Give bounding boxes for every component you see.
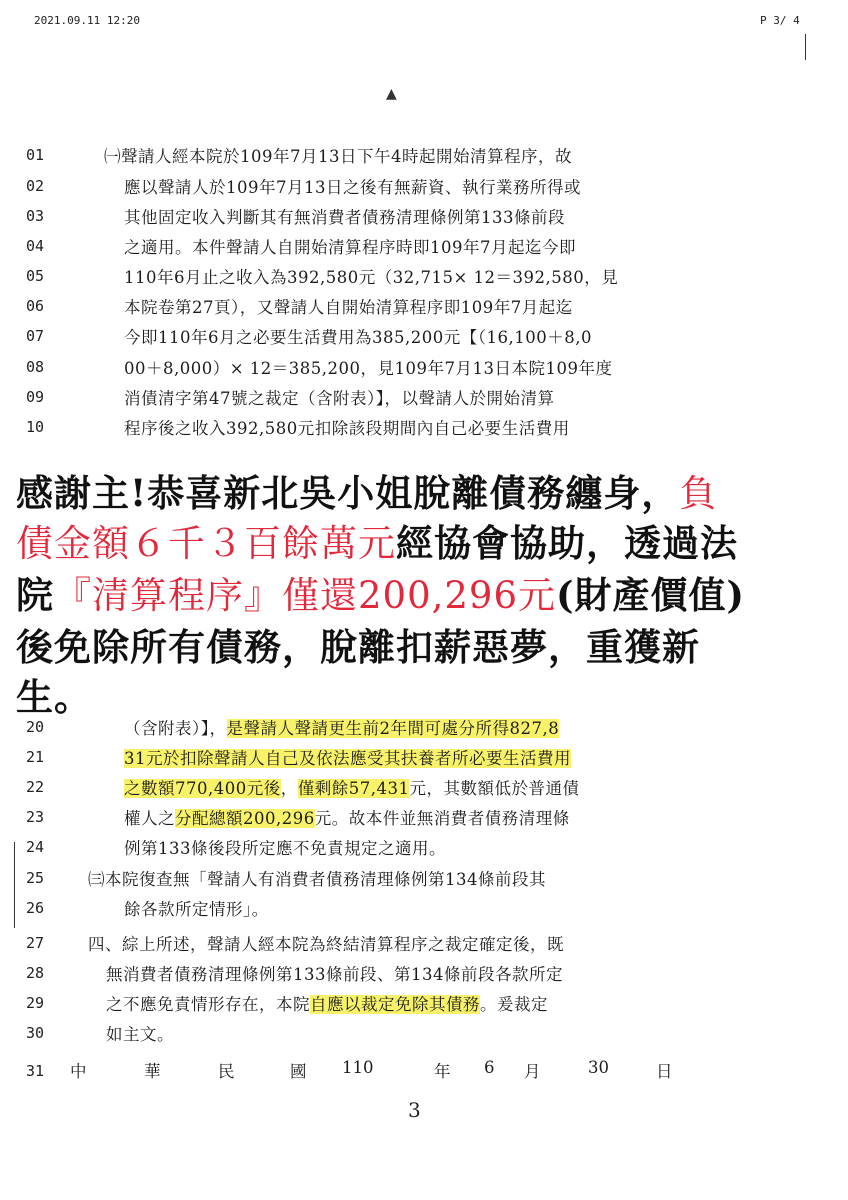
page-number: 3 [408, 1098, 421, 1122]
line-number: 29 [26, 994, 45, 1012]
date-char: 國 [290, 1062, 307, 1081]
line-text: 程序後之收入392,580元扣除該段期間內自己必要生活費用 [124, 419, 570, 438]
text-line [0, 231, 848, 261]
line-number: 03 [26, 207, 45, 225]
line-text: 00＋8,000）× 12＝385,200，見109年7月13日本院109年度 [124, 359, 613, 378]
highlighted-text: 分配總額200,296 [175, 809, 315, 828]
banner-line-5: 生。 [16, 675, 92, 719]
line-text: 權人之分配總額200,296元。故本件並無消費者債務清理條 [124, 809, 570, 828]
text-line [0, 742, 848, 772]
line-number: 28 [26, 964, 45, 982]
text-line [0, 382, 848, 412]
text-line [0, 412, 848, 442]
text-line [0, 893, 848, 923]
date-char: 年 [434, 1062, 451, 1081]
date-month: 6 [484, 1058, 495, 1077]
line-number: 30 [26, 1024, 45, 1042]
line-number: 26 [26, 899, 45, 917]
line-number: 02 [26, 177, 45, 195]
text-line [0, 863, 848, 893]
line-text: 之不應免責情形存在，本院自應以裁定免除其債務。爰裁定 [106, 995, 548, 1014]
text-line [0, 772, 848, 802]
line-number: 22 [26, 778, 45, 796]
text-line [0, 832, 848, 862]
line-text: （含附表）】，是聲請人聲請更生前2年間可處分所得827,8 [124, 719, 560, 738]
date-day: 30 [588, 1058, 609, 1077]
line-text: 四、綜上所述，聲請人經本院為終結清算程序之裁定確定後，既 [88, 935, 564, 954]
line-number: 01 [26, 146, 45, 164]
text-line [0, 261, 848, 291]
fax-timestamp: 2021.09.11 12:20 [34, 14, 140, 27]
line-number: 05 [26, 267, 45, 285]
line-text: 今即110年6月之必要生活費用為385,200元【（16,100＋8,0 [124, 328, 592, 347]
date-char: 日 [656, 1062, 673, 1081]
line-text [124, 745, 571, 769]
highlighted-text: 僅剩餘57,431 [297, 779, 410, 798]
banner-line-3: 院『清算程序』僅還200,296元(財產價值) [16, 573, 746, 617]
highlighted-text: 31元於扣除聲請人自己及依法應受其扶養者所必要生活費用 [124, 749, 571, 768]
line-number: 06 [26, 297, 45, 315]
text-line [0, 958, 848, 988]
scan-artifact [805, 34, 806, 60]
highlighted-text: 自應以裁定免除其債務 [310, 995, 480, 1014]
line-number: 10 [26, 418, 45, 436]
line-number: 24 [26, 838, 45, 856]
line-text: 之適用。本件聲請人自開始清算程序時即109年7月起迄今即 [124, 238, 576, 257]
scan-artifact [14, 842, 15, 928]
line-number: 27 [26, 934, 45, 952]
text-line [0, 712, 848, 742]
line-text: 如主文。 [106, 1025, 174, 1044]
highlighted-text: 是聲請人聲請更生前2年間可處分所得827,8 [226, 719, 560, 738]
line-text: 消債清字第47號之裁定（含附表）】，以聲請人於開始清算 [124, 389, 555, 408]
text-line [0, 928, 848, 958]
text-line [0, 201, 848, 231]
line-text: 110年6月止之收入為392,580元（32,715× 12＝392,580，見 [124, 268, 619, 287]
text-line [0, 802, 848, 832]
line-number: 20 [26, 718, 45, 736]
line-number: 25 [26, 869, 45, 887]
scan-smudge-icon: ▲ [386, 86, 397, 102]
date-char: 華 [144, 1062, 161, 1081]
banner-line-4: 後免除所有債務，脫離扣薪惡夢，重獲新 [16, 625, 700, 669]
line-text: ㈠聲請人經本院於109年7月13日下午4時起開始清算程序，故 [104, 147, 572, 166]
text-line [0, 291, 848, 321]
line-number: 23 [26, 808, 45, 826]
line-number: 08 [26, 358, 45, 376]
line-number: 07 [26, 327, 45, 345]
line-number: 04 [26, 237, 45, 255]
line-number: 31 [26, 1062, 45, 1080]
text-line [0, 321, 848, 351]
line-number: 21 [26, 748, 45, 766]
judgment-date-line [0, 1056, 848, 1086]
line-text: 其他固定收入判斷其有無消費者債務清理條例第133條前段 [124, 208, 565, 227]
text-line [0, 140, 848, 170]
line-text: ㈢本院復查無「聲請人有消費者債務清理條例第134條前段其 [88, 870, 546, 889]
line-text: 本院卷第27頁），又聲請人自開始清算程序即109年7月起迄 [124, 298, 573, 317]
fax-page-indicator: P 3/ 4 [760, 14, 800, 27]
date-year: 110 [342, 1058, 374, 1077]
line-text: 餘各款所定情形」。 [124, 900, 269, 919]
line-text: 應以聲請人於109年7月13日之後有無薪資、執行業務所得或 [124, 178, 581, 197]
announcement-banner [0, 455, 848, 719]
text-line [0, 988, 848, 1018]
banner-line-1: 感謝主!恭喜新北吳小姐脫離債務纏身，負 [16, 471, 718, 515]
date-char: 民 [218, 1062, 235, 1081]
line-text: 例第133條後段所定應不免責規定之適用。 [124, 839, 446, 858]
line-text: 之數額770,400元後，僅剩餘57,431元，其數額低於普通債 [124, 779, 580, 798]
text-line [0, 171, 848, 201]
line-text: 無消費者債務清理條例第133條前段、第134條前段各款所定 [106, 965, 563, 984]
banner-line-2: 債金額６千３百餘萬元經協會協助，透過法 [16, 521, 738, 565]
text-line [0, 1018, 848, 1048]
line-number: 09 [26, 388, 45, 406]
date-char: 月 [524, 1062, 541, 1081]
text-line [0, 352, 848, 382]
highlighted-text: 之數額770,400元後 [124, 779, 281, 798]
date-char: 中 [70, 1062, 87, 1081]
